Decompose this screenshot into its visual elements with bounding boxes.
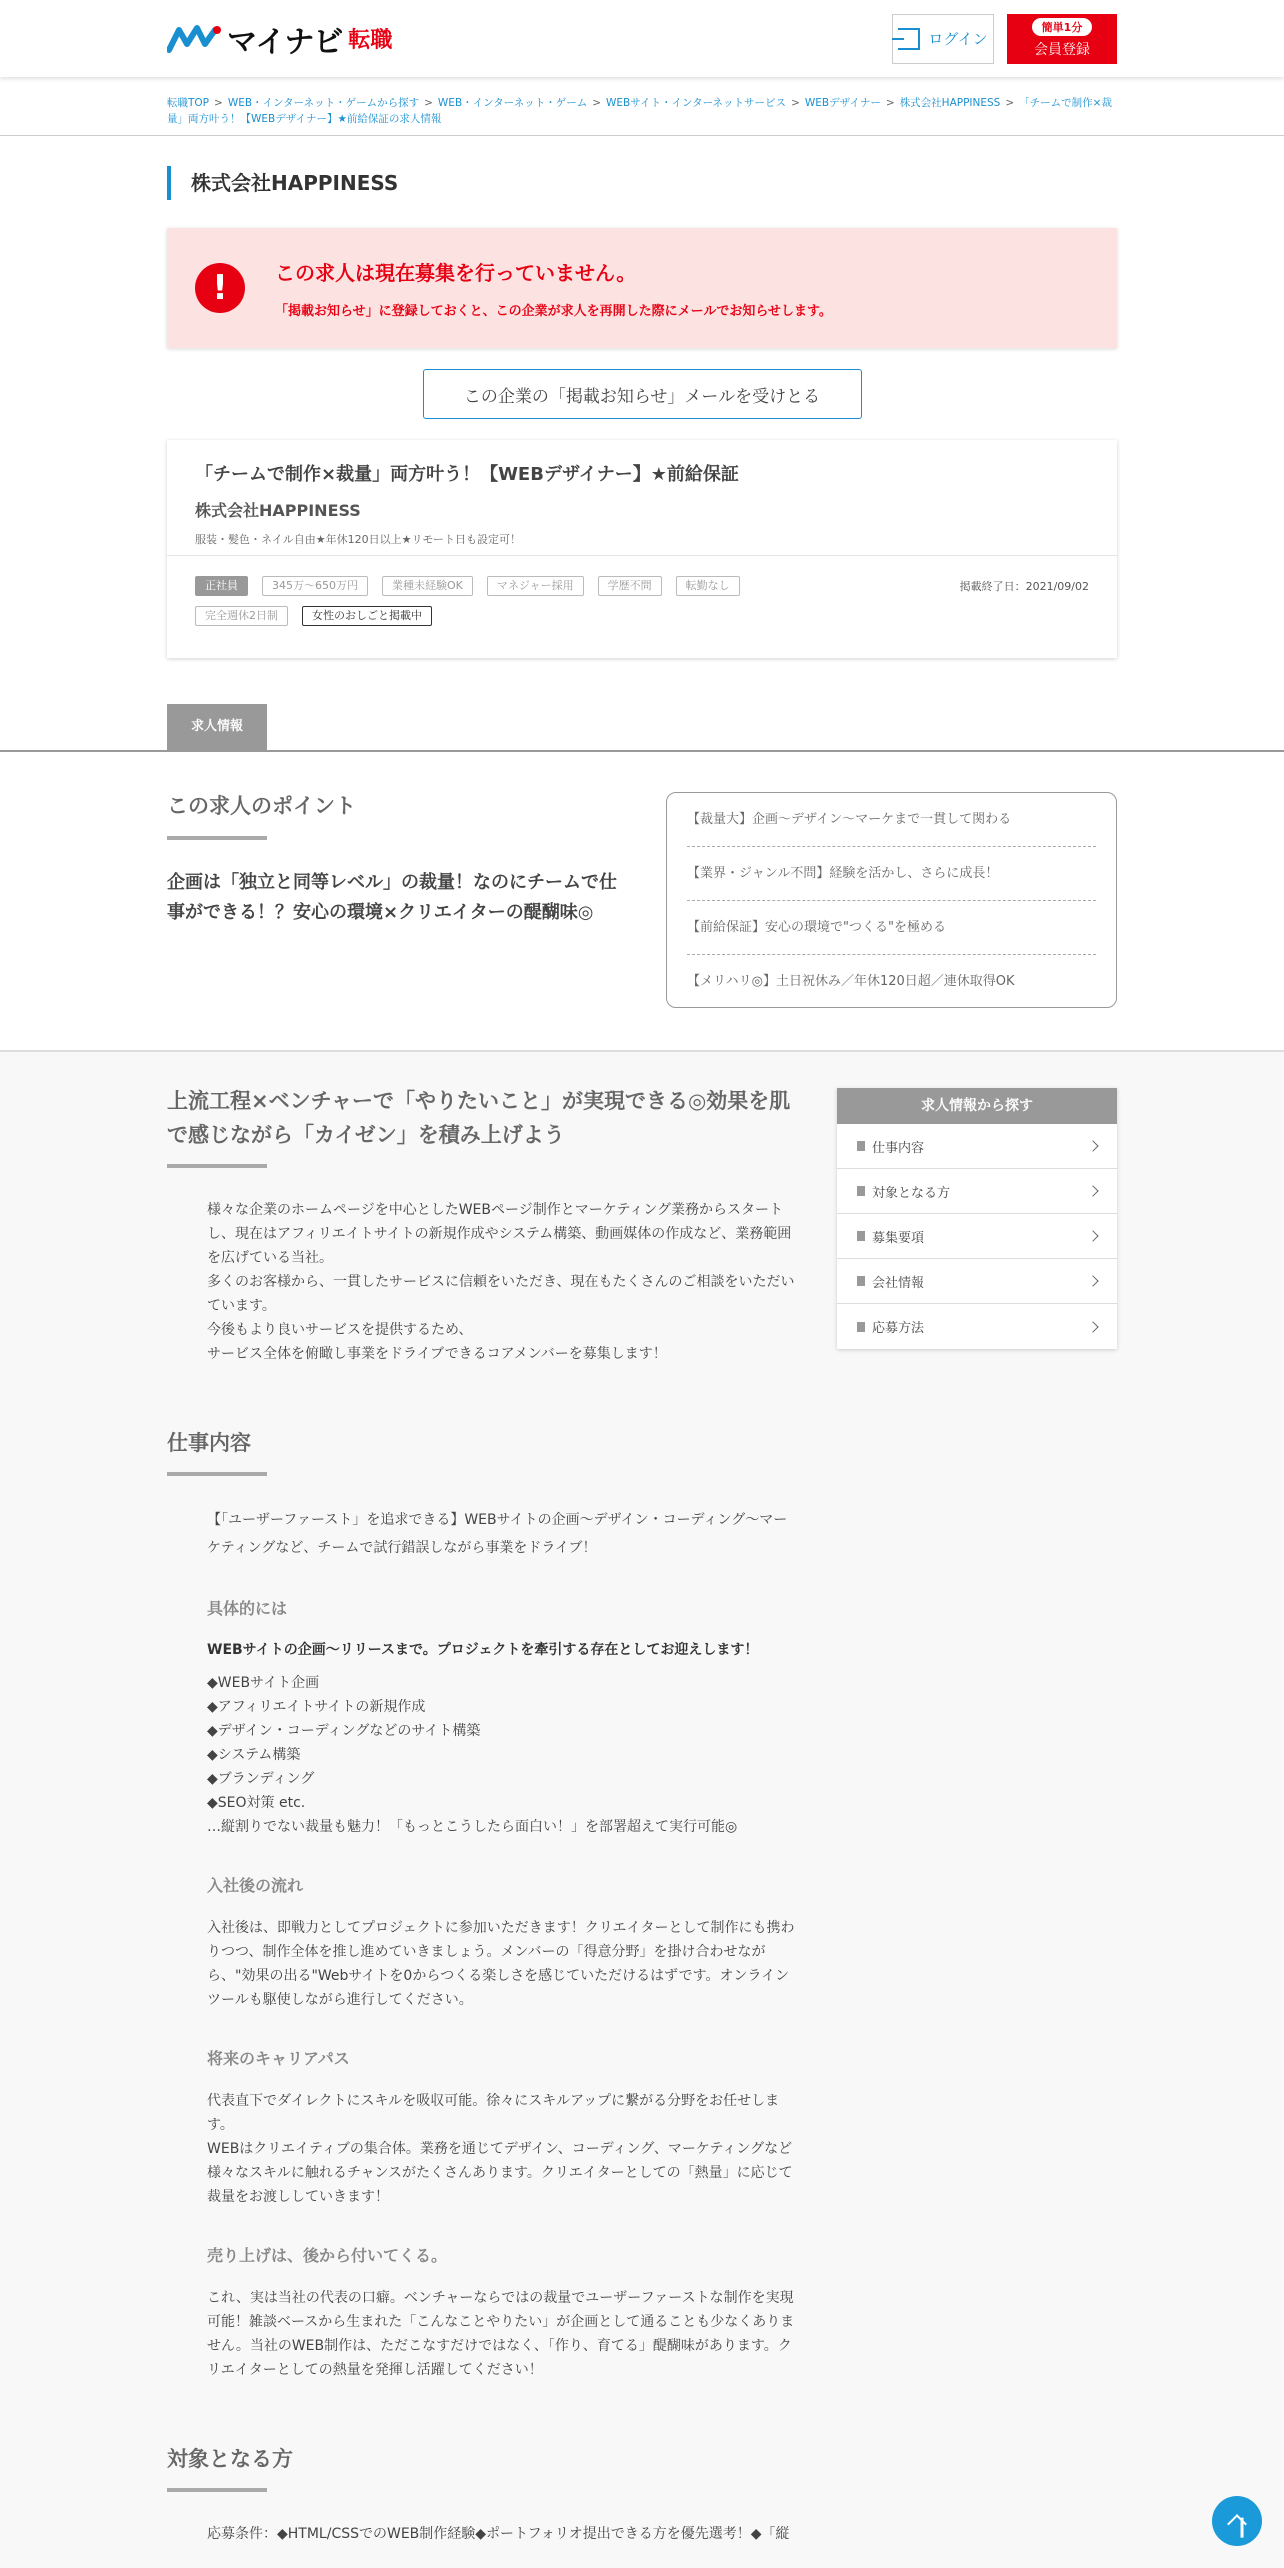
breadcrumb-item[interactable]: WEB・インターネット・ゲーム [437,97,588,109]
breadcrumb-item[interactable]: 株式会社HAPPINESS [899,97,1001,109]
tag-employment-type: 正社員 [195,576,248,596]
sidebar-item-work[interactable]: 仕事内容 [837,1124,1117,1169]
sidebar-item-company[interactable]: 会社情報 [837,1259,1117,1304]
points-item: 【メリハリ◎】土日祝休み／年休120日超／連休取得OK [687,974,1015,989]
job-company: 株式会社HAPPINESS [195,501,361,520]
chevron-right-icon [1087,1230,1098,1241]
career-text: 代表直下でダイレクトにスキルを吸収可能。徐々にスキルアップに繋がる分野をお任せします。 WEBはクリエイティブの集合体。業務を通じてデザイン、コーディング、マーケティングなど様々なスキルに触れるチャンスがたくさんあります。クリエイターとしての「熱量」に応じて裁量をお渡ししていきます！ [207,2093,793,2205]
job-detail-main [0,1050,1284,2568]
breadcrumb-item[interactable]: 「チームで制作×裁量」両方叶う！【WEBデザイナー】★前給保証の求人情報 [167,97,1112,125]
document-icon [857,1141,865,1151]
work-lead: 【「ユーザーファースト」を追求できる】WEBサイトの企画～デザイン・コーディング～マーケティングなど、チームで試行錯誤しながら事業をドライブ！ [207,1512,788,1556]
points-item: 【前給保証】安心の環境で"つくる"を極める [687,901,1096,955]
listing-end-date: 掲載終了日：2021/09/02 [959,580,1089,593]
arrow-up-icon [1227,2514,1247,2534]
points-list [666,792,1117,1008]
document-icon [857,1231,865,1241]
register-pill: 簡単1分 [1032,18,1093,36]
target-text: 応募条件：◆HTML/CSSでのWEB制作経験◆ポートフォリオ提出できる方を優先選考！◆「縦 [207,2526,790,2542]
intro-heading: 上流工程×ベンチャーで「やりたいこと」が実現できる◎効果を肌で感じながら「カイゼン」を積み上げよう [167,1084,801,1168]
login-label: ログイン [928,30,988,48]
job-info-sidebar [837,1088,1117,1349]
document-icon [857,1276,865,1286]
closed-notice [167,228,1117,348]
chevron-right-icon [1087,1321,1098,1332]
breadcrumb-item[interactable]: WEBサイト・インターネットサービス [606,97,787,109]
points-catchcopy: 企画は「独立と同等レベル」の裁量！なのにチームで仕事ができる！？安心の環境×クリエイターの醍醐味◎ [167,872,617,923]
logo-mark-icon [167,24,221,54]
logo-text: マイナビ [227,24,343,60]
sidebar-item-apply[interactable]: 応募方法 [837,1304,1117,1349]
chevron-right-icon [1087,1185,1098,1196]
notice-title: この求人は現在募集を行っていません。 [275,261,637,285]
notice-text: 「掲載お知らせ」に登録しておくと、この企業が求人を再開した際にメールでお知らせします。 [275,304,832,319]
concrete-list: ◆WEBサイト企画 ◆アフィリエイトサイトの新規作成 ◆デザイン・コーディングなどのサイト構築 ◆システム構築 ◆ブランディング ◆SEO対策 etc. …縦割りでない裁量も魅力！「もっとこうしたら面白い！」を部署超えて実行可能◎ [207,1675,738,1835]
flow-text: 入社後は、即戦力としてプロジェクトに参加いただきます！クリエイターとして制作にも携わりつつ、制作全体を推し進めていきましょう。メンバーの「得意分野」を掛け合わせながら、"効果の出る"Webサイトを0からつくる楽しさを感じていただけるはずです。オンラインツールも駆使しながら進行してください。 [207,1920,795,2008]
document-icon [857,1186,865,1196]
chevron-right-icon [1087,1275,1098,1286]
points-heading: この求人のポイント [167,790,627,840]
document-icon [857,1322,865,1332]
job-tags [195,576,815,626]
register-button[interactable] [1007,14,1117,64]
breadcrumb: 転職TOP > WEB・インターネット・ゲームから探す > WEB・インターネット・ゲーム > WEBサイト・インターネットサービス > WEBデザイナー > 株式会社HAPPINESS > 「チームで制作×裁量」両方叶う！【WEBデザイナー】★前給保証の求人情報 [167,97,1112,125]
site-logo[interactable] [167,17,392,61]
flow-heading: 入社後の流れ [207,1876,304,1895]
tag: 完全週休2日制 [195,606,288,626]
job-summary-card [167,440,1117,658]
tag-salary: 345万～650万円 [262,576,368,596]
points-item: 【裁量大】企画～デザイン～マーケまで一貫して関わる [687,793,1096,847]
job-points-section [167,752,1117,1050]
alert-icon: ! [195,263,245,313]
site-header [0,0,1284,77]
breadcrumb-item[interactable]: WEB・インターネット・ゲームから探す [227,97,420,109]
concrete-bold: WEBサイトの企画～リリースまで。プロジェクトを牽引する存在としてお迎えします！ [207,1642,759,1658]
breadcrumb-item[interactable]: 転職TOP [167,97,210,109]
tab-job-info[interactable]: 求人情報 [167,704,267,750]
target-heading: 対象となる方 [167,2442,801,2492]
login-button[interactable] [892,14,994,64]
tag: 業種未経験OK [382,576,473,596]
concrete-heading: 具体的には [207,1599,288,1618]
logo-badge: 転職 [348,28,393,53]
sales-heading: 売り上げは、後から付いてくる。 [207,2246,448,2265]
sidebar-title: 求人情報から探す [837,1088,1117,1124]
job-description: 服装・髪色・ネイル自由★年休120日以上★リモート日も設定可！ [195,533,522,546]
subscribe-notice-button[interactable]: この企業の「掲載お知らせ」メールを受けとる [423,369,862,419]
sidebar-item-requirements[interactable]: 募集要項 [837,1214,1117,1259]
work-heading: 仕事内容 [167,1426,801,1476]
tab-bar [0,704,1284,752]
tag: マネジャー採用 [487,576,584,596]
register-label: 会員登録 [1034,42,1090,58]
login-icon [898,28,920,50]
sales-text: これ、実は当社の代表の口癖。ベンチャーならではの裁量でユーザーファーストな制作を実現可能！雑談ベースから生まれた「こんなことやりたい」が企画として通ることも少なくありません。当社のWEB制作は、ただこなすだけではなく、「作り、育てる」醍醐味があります。クリエイターとしての熱量を発揮し活躍してください！ [207,2290,795,2378]
points-item: 【業界・ジャンル不問】経験を活かし、さらに成長！ [687,847,1096,901]
tag-women-jobs: 女性のおしごと掲載中 [302,606,432,626]
intro-text: 様々な企業のホームページを中心としたWEBページ制作とマーケティング業務からスタートし、現在はアフィリエイトサイトの新規作成やシステム構築、動画媒体の作成など、業務範囲を広げている当社。 多くのお客様から、一貫したサービスに信頼をいただき、現在もたくさんのご相談をいただいています。 今後もより良いサービスを提供するため、 サービス全体を俯瞰し事業をドライブできるコアメンバーを募集します！ [207,1202,795,1362]
tag: 転勤なし [676,576,740,596]
breadcrumb-item[interactable]: WEBデザイナー [804,97,881,109]
back-to-top-button[interactable] [1212,2496,1262,2546]
chevron-right-icon [1087,1140,1098,1151]
job-title: 「チームで制作×裁量」両方叶う！【WEBデザイナー】★前給保証 [195,464,739,485]
tag: 学歴不問 [598,576,662,596]
company-name-heading: 株式会社HAPPINESS [167,166,1117,200]
sidebar-item-target[interactable]: 対象となる方 [837,1169,1117,1214]
career-heading: 将来のキャリアパス [207,2049,350,2068]
